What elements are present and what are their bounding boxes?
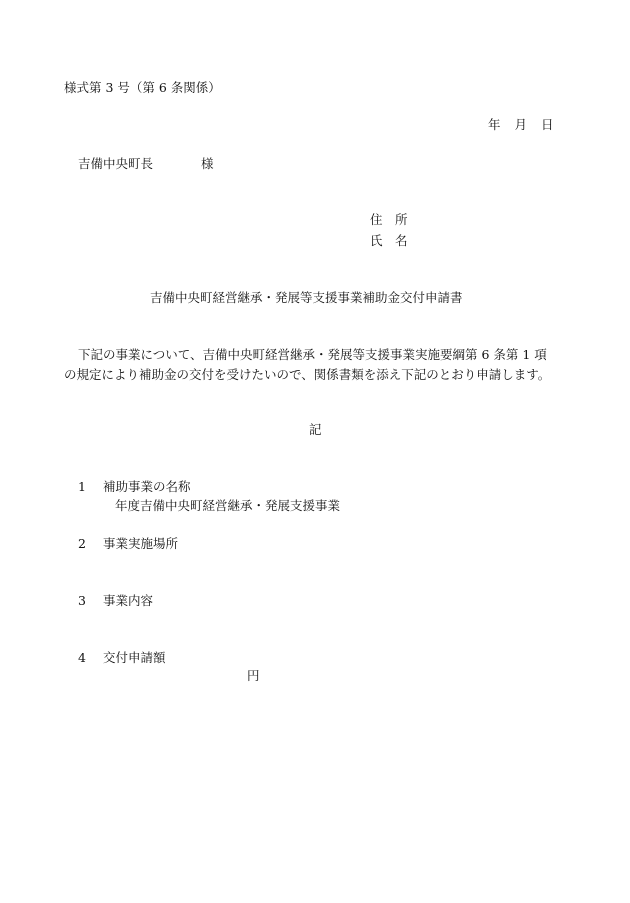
form-number: 様式第 3 号（第 6 条関係） bbox=[64, 80, 221, 95]
addressee-honorific: 様 bbox=[201, 156, 214, 171]
item-4-value: 円 bbox=[247, 668, 260, 683]
document-title: 吉備中央町経営継承・発展等支援事業補助金交付申請書 bbox=[150, 290, 463, 305]
date-line bbox=[488, 119, 554, 132]
addressee-name: 吉備中央町長 bbox=[78, 156, 154, 171]
item-2-label: 事業実施場所 bbox=[103, 536, 179, 551]
date-year-label: 年 bbox=[488, 117, 501, 132]
body-text-line-1: 下記の事業について、吉備中央町経営継承・発展等支援事業実施要綱第 6 条第 1 項 bbox=[78, 347, 547, 362]
item-4-number: 4 bbox=[78, 650, 86, 665]
date-month-label: 月 bbox=[514, 117, 528, 132]
item-1-number: 1 bbox=[78, 479, 86, 494]
item-1-value: 年度吉備中央町経営継承・発展支援事業 bbox=[115, 498, 341, 513]
applicant-name-label: 氏 名 bbox=[370, 233, 408, 248]
item-3-label: 事業内容 bbox=[103, 593, 154, 608]
item-4-label: 交付申請額 bbox=[103, 650, 166, 665]
date-day-label: 日 bbox=[541, 117, 554, 132]
ki-heading: 記 bbox=[309, 422, 322, 437]
item-3-number: 3 bbox=[78, 593, 86, 608]
addressee bbox=[78, 158, 214, 171]
body-text-line-2: の規定により補助金の交付を受けたいので、関係書類を添え下記のとおり申請します。 bbox=[64, 367, 551, 382]
applicant-address-label: 住 所 bbox=[370, 212, 408, 227]
item-2-number: 2 bbox=[78, 536, 86, 551]
item-1-label: 補助事業の名称 bbox=[103, 479, 191, 494]
